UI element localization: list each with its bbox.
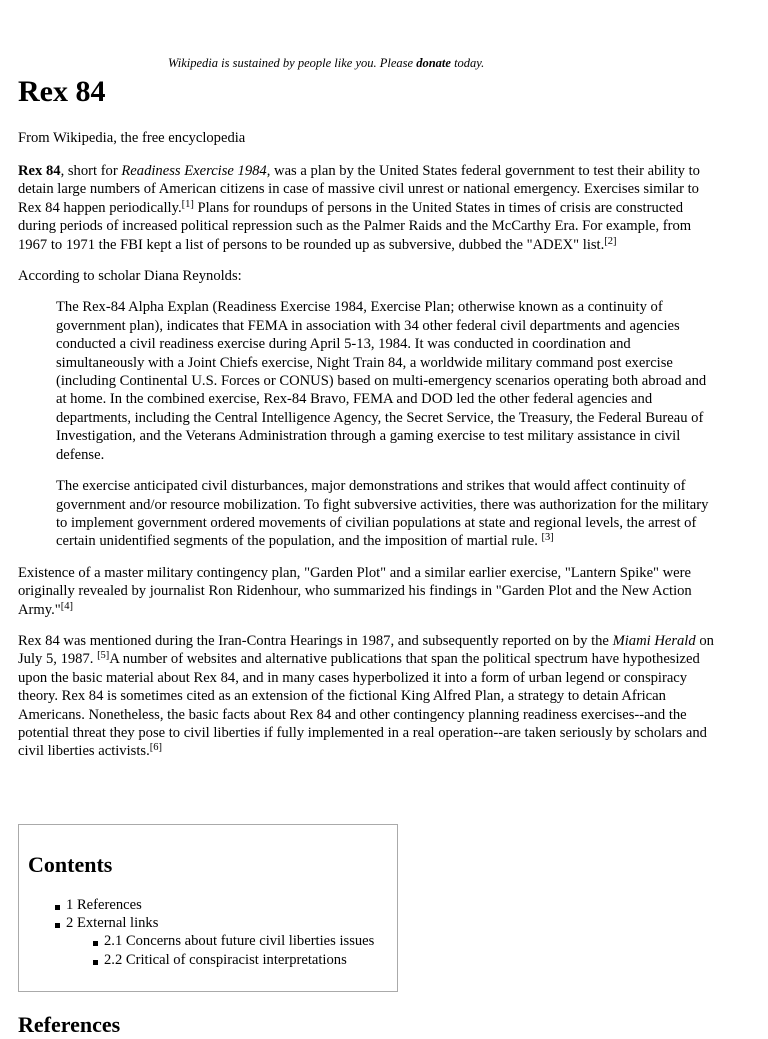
intro-term: Rex 84 xyxy=(18,163,61,179)
toc-item-concerns[interactable] xyxy=(93,932,374,950)
citation-5[interactable]: [5] xyxy=(97,650,110,662)
citation-4[interactable]: [4] xyxy=(60,600,73,612)
garden-plot-paragraph xyxy=(18,564,714,619)
intro-paragraph xyxy=(18,162,714,254)
scholar-intro: According to scholar Diana Reynolds: xyxy=(18,268,242,285)
references-heading: References xyxy=(18,1012,121,1037)
site-notice-text-after: today. xyxy=(450,56,485,70)
quote-paragraph-2 xyxy=(56,477,714,551)
article-body xyxy=(18,162,714,774)
toc-item-references[interactable] xyxy=(55,896,374,914)
citation-1[interactable]: [1] xyxy=(181,198,194,210)
garden-plot-text: Existence of a master military contingency plan, "Garden Plot" and a similar earlier exercise, "Lantern Spike" were originally revealed by journalist Ron Ridenhour, who summarized his findings in "Garden Plot and the New Action Army." xyxy=(18,564,692,618)
iran-text-2: on July 5, 1987. xyxy=(18,632,714,668)
toc-item-critical[interactable] xyxy=(93,951,374,969)
intro-text-2: , was a plan by the United States federal government to test their ability to detain large numbers of American citizens in case of massive civil unrest or national emergency. Exercises similar to Rex 84 happen periodically. xyxy=(18,163,700,216)
table-of-contents xyxy=(18,824,398,992)
toc-list xyxy=(55,896,374,969)
intro-text-3: Plans for roundups of persons in the United States in times of crisis are constructed during periods of increased political repression such as the Palmer Raids and the McCarthy Era. For example, from 1967 to 1971 the FBI kept a list of persons to be rounded up as subversive, dubbed the "ADEX" list. xyxy=(18,199,692,253)
donate-link[interactable]: donate xyxy=(416,56,451,70)
iran-italic: Miami Herald xyxy=(612,632,696,649)
quote-paragraph-1: The Rex-84 Alpha Explan (Readiness Exercise 1984, Exercise Plan; otherwise known as a continuity of government plan), indicates that FEMA in association with 34 other federal civil departments and agencies conducted a civil readiness exercise during April 5-13, 1984. It was conducted in coordination and simultaneously with a Joint Chiefs exercise, Night Train 84, a worldwide military command post exercise (including Continental U.S. Forces or CONUS) based on multi-emergency scenarios operating both abroad and at home. In the combined exercise, Rex-84 Bravo, FEMA and DOD led the other federal agencies and departments, including the Central Intelligence Agency, the Secret Service, the Treasury, the Federal Bureau of Investigation, and the Veterans Administration through a gaming exercise to test military assistance in civil defense. xyxy=(56,299,707,463)
toc-item-external-links[interactable] xyxy=(55,914,374,969)
citation-2[interactable]: [2] xyxy=(604,235,617,247)
toc-item-label[interactable]: 1 References xyxy=(66,897,142,913)
reynolds-quote xyxy=(56,298,714,550)
toc-sublist xyxy=(93,932,374,968)
citation-6[interactable]: [6] xyxy=(149,742,162,754)
iran-text-1: Rex 84 was mentioned during the Iran-Contra Hearings in 1987, and subsequently reported on by the xyxy=(18,632,613,649)
citation-3[interactable]: [3] xyxy=(541,532,554,544)
quote-text-2: The exercise anticipated civil disturbances, major demonstrations and strikes that would affect continuity of government and/or resource mobilization. To fight subversive activities, there was authorization for the military to implement government ordered movements of civilian populations at state and regional levels, the arrest of certain unidentified segments of the population, and the imposition of martial rule. xyxy=(56,478,709,550)
site-notice-text-before: Wikipedia is sustained by people like you. Please xyxy=(168,56,417,70)
iran-contra-paragraph xyxy=(18,632,714,761)
intro-text-1: , short for xyxy=(60,163,122,179)
toc-item-label[interactable]: 2.2 Critical of conspiracist interpretations xyxy=(104,951,347,968)
page-title: Rex 84 xyxy=(18,75,106,108)
iran-text-3: A number of websites and alternative publications that span the political spectrum have hypothesized upon the basic material about Rex 84, and in many cases hyperbolized it into a form of urban legend or conspiracy theory. Rex 84 is sometimes cited as an extension of the fictional King Alfred Plan, a strategy to detain African Americans. Nonetheless, the basic facts about Rex 84 and other contingency planning readiness exercises--and the potential threat they pose to civil liberties if fully implemented in a real operation--are taken seriously by scholars and civil liberties activists. xyxy=(18,651,707,760)
site-subtitle: From Wikipedia, the free encyclopedia xyxy=(18,130,246,146)
site-notice xyxy=(168,54,484,72)
toc-item-label[interactable]: 2.1 Concerns about future civil liberties issues xyxy=(104,933,375,950)
intro-italic: Readiness Exercise 1984 xyxy=(121,163,267,179)
toc-item-label[interactable]: 2 External links xyxy=(66,915,159,932)
toc-title: Contents xyxy=(28,852,113,877)
